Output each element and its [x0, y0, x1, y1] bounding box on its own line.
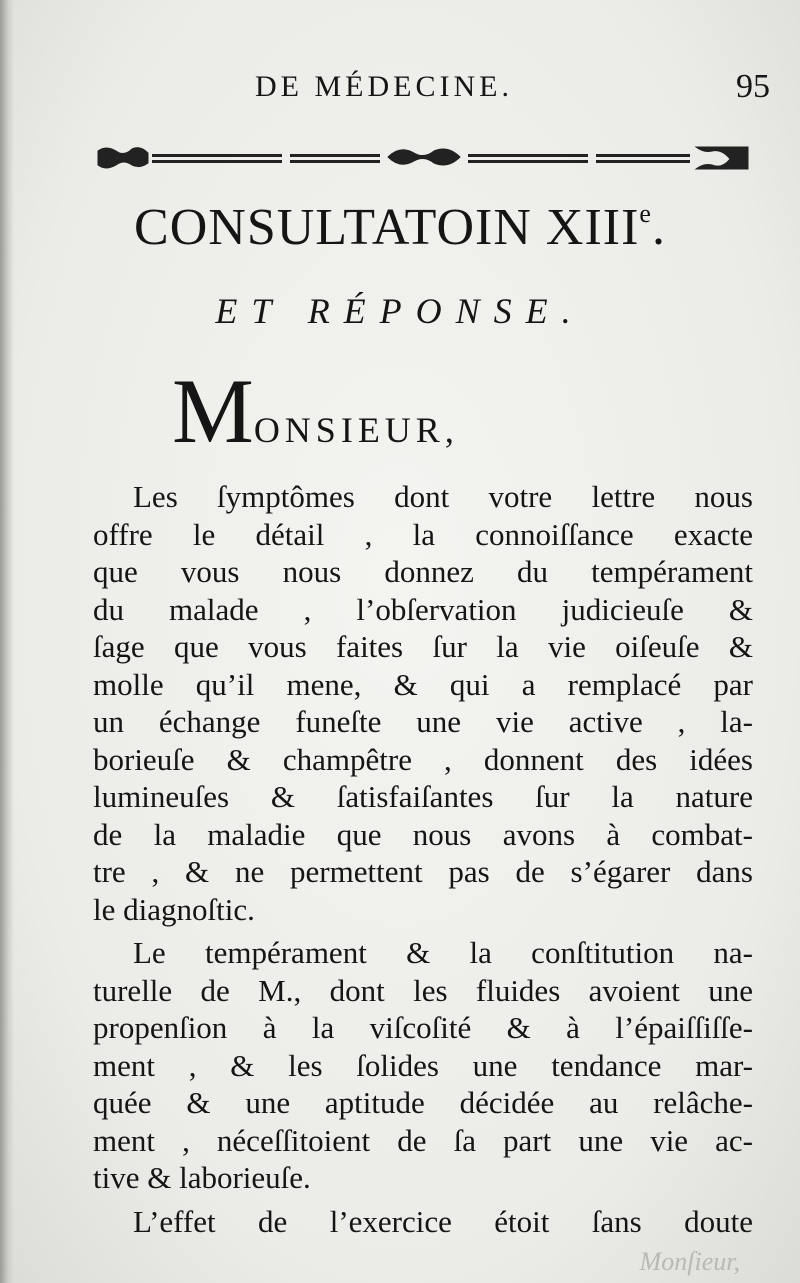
paragraph-1	[93, 478, 753, 928]
text-line: molle qu’il mene, & qui a remplacé par	[93, 666, 753, 702]
text-line: ment , néceſſitoient de ſa part une vie ac-	[93, 1122, 753, 1158]
text-line: le diagnoſtic.	[93, 891, 255, 927]
ornament-divider-icon	[96, 143, 752, 173]
text-line: Le tempérament & la conſtitution na-	[133, 935, 753, 970]
running-head-title: DE MÉDECINE.	[255, 70, 513, 103]
drop-cap: M	[172, 360, 254, 462]
text-line: propenſion à la viſcoſité & à l’épaiſſiſſe-	[93, 1010, 753, 1045]
text-line: ſage que vous faites ſur la vie oiſeuſe &	[93, 629, 753, 664]
consultation-subtitle: ET RÉPONSE.	[215, 291, 585, 331]
text-line: Les ſymptômes dont votre lettre nous	[133, 479, 753, 514]
text-line: offre le détail , la connoiſſance exacte	[93, 516, 753, 552]
text-line: L’effet de l’exercice étoit ſans doute	[133, 1203, 753, 1239]
salutation	[172, 360, 459, 462]
running-head	[0, 66, 800, 106]
paragraph-2	[93, 934, 753, 1197]
page-number: 95	[736, 68, 770, 105]
text-line: tive & laborieuſe.	[93, 1160, 311, 1195]
paragraph-3	[93, 1203, 753, 1241]
title-period: .	[651, 199, 666, 256]
text-line: que vous nous donnez du tempérament	[93, 554, 753, 589]
text-line: tre , & ne permettent pas de s’égarer dans	[93, 854, 753, 889]
salutation-text: ONSIEUR,	[253, 410, 459, 450]
consultation-title	[0, 198, 800, 257]
text-line: quée & une aptitude décidée au relâche-	[93, 1085, 753, 1120]
ornamental-rule	[96, 143, 752, 173]
title-superscript: e	[639, 199, 652, 228]
text-line: du malade , l’obſervation judicieuſe &	[93, 591, 753, 627]
text-line: lumineuſes & ſatisfaiſantes ſur la nature	[93, 779, 753, 814]
bleed-through-text: Monſieur,	[639, 1247, 740, 1276]
text-line: turelle de M., dont les fluides avoient une	[93, 972, 753, 1008]
text-line: borieuſe & champêtre , donnent des idées	[93, 741, 753, 777]
text-line: de la maladie que nous avons à combat-	[93, 816, 753, 852]
text-line: un échange funeſte une vie active , la-	[93, 704, 753, 739]
text-line: ment , & les ſolides une tendance mar-	[93, 1047, 753, 1083]
page-gutter-shadow	[0, 0, 14, 1283]
body-text	[93, 478, 753, 1246]
consultation-title-text: CONSULTATOIN XIII	[134, 199, 640, 256]
